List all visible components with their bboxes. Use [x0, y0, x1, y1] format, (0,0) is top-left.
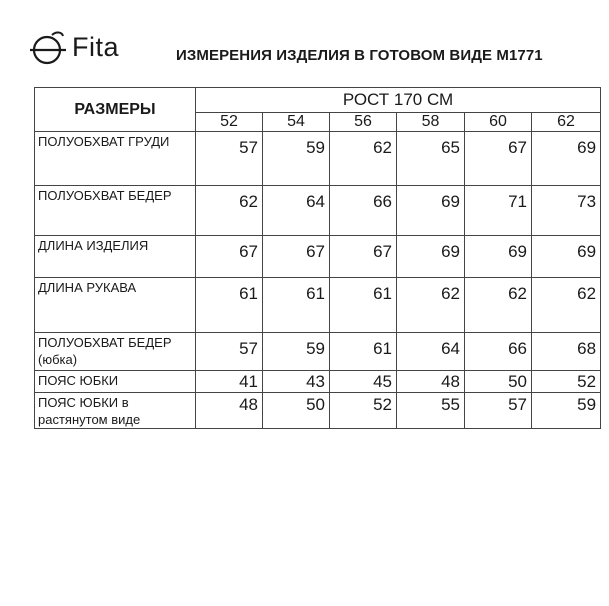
- row-label: ПОЯС ЮБКИ в растянутом виде: [35, 393, 196, 429]
- size-cell: 54: [263, 113, 330, 132]
- measurements-table: [34, 87, 601, 429]
- value-cell: 57: [196, 333, 263, 371]
- table-row: [35, 132, 601, 186]
- table-row: [35, 371, 601, 393]
- value-cell: 59: [532, 393, 601, 429]
- value-cell: 50: [465, 371, 532, 393]
- value-cell: 64: [397, 333, 465, 371]
- size-cell: 56: [330, 113, 397, 132]
- value-cell: 62: [330, 132, 397, 186]
- table-row: [35, 333, 601, 371]
- value-cell: 61: [196, 278, 263, 333]
- size-cell: 62: [532, 113, 601, 132]
- value-cell: 69: [532, 236, 601, 278]
- value-cell: 67: [263, 236, 330, 278]
- size-cell: 58: [397, 113, 465, 132]
- header-row: [35, 88, 601, 113]
- row-label: ПОЛУОБХВАТ БЕДЕР (юбка): [35, 333, 196, 371]
- table-row: [35, 236, 601, 278]
- row-label: ПОЯС ЮБКИ: [35, 371, 196, 393]
- fita-logo-icon: [30, 31, 70, 67]
- value-cell: 48: [397, 371, 465, 393]
- value-cell: 66: [465, 333, 532, 371]
- size-cell: 52: [196, 113, 263, 132]
- value-cell: 61: [263, 278, 330, 333]
- value-cell: 69: [532, 132, 601, 186]
- value-cell: 68: [532, 333, 601, 371]
- value-cell: 52: [532, 371, 601, 393]
- row-label: ДЛИНА РУКАВА: [35, 278, 196, 333]
- value-cell: 43: [263, 371, 330, 393]
- value-cell: 62: [196, 186, 263, 236]
- row-label: ПОЛУОБХВАТ ГРУДИ: [35, 132, 196, 186]
- value-cell: 59: [263, 333, 330, 371]
- value-cell: 62: [397, 278, 465, 333]
- value-cell: 52: [330, 393, 397, 429]
- value-cell: 45: [330, 371, 397, 393]
- height-header: РОСТ 170 СМ: [196, 88, 601, 113]
- value-cell: 67: [330, 236, 397, 278]
- value-cell: 59: [263, 132, 330, 186]
- table-row: [35, 186, 601, 236]
- value-cell: 41: [196, 371, 263, 393]
- brand-name: Fita: [72, 32, 120, 62]
- value-cell: 73: [532, 186, 601, 236]
- table-row: [35, 278, 601, 333]
- value-cell: 69: [397, 236, 465, 278]
- value-cell: 50: [263, 393, 330, 429]
- table-row: [35, 393, 601, 429]
- value-cell: 69: [397, 186, 465, 236]
- value-cell: 71: [465, 186, 532, 236]
- value-cell: 67: [465, 132, 532, 186]
- row-label: ПОЛУОБХВАТ БЕДЕР: [35, 186, 196, 236]
- sizes-header: РАЗМЕРЫ: [35, 88, 196, 132]
- page-title: ИЗМЕРЕНИЯ ИЗДЕЛИЯ В ГОТОВОМ ВИДЕ М1771: [176, 47, 543, 64]
- value-cell: 62: [532, 278, 601, 333]
- value-cell: 57: [465, 393, 532, 429]
- value-cell: 69: [465, 236, 532, 278]
- value-cell: 61: [330, 278, 397, 333]
- value-cell: 67: [196, 236, 263, 278]
- value-cell: 62: [465, 278, 532, 333]
- value-cell: 61: [330, 333, 397, 371]
- value-cell: 48: [196, 393, 263, 429]
- value-cell: 57: [196, 132, 263, 186]
- value-cell: 64: [263, 186, 330, 236]
- row-label: ДЛИНА ИЗДЕЛИЯ: [35, 236, 196, 278]
- size-cell: 60: [465, 113, 532, 132]
- value-cell: 66: [330, 186, 397, 236]
- value-cell: 65: [397, 132, 465, 186]
- value-cell: 55: [397, 393, 465, 429]
- brand-logo: [30, 31, 140, 67]
